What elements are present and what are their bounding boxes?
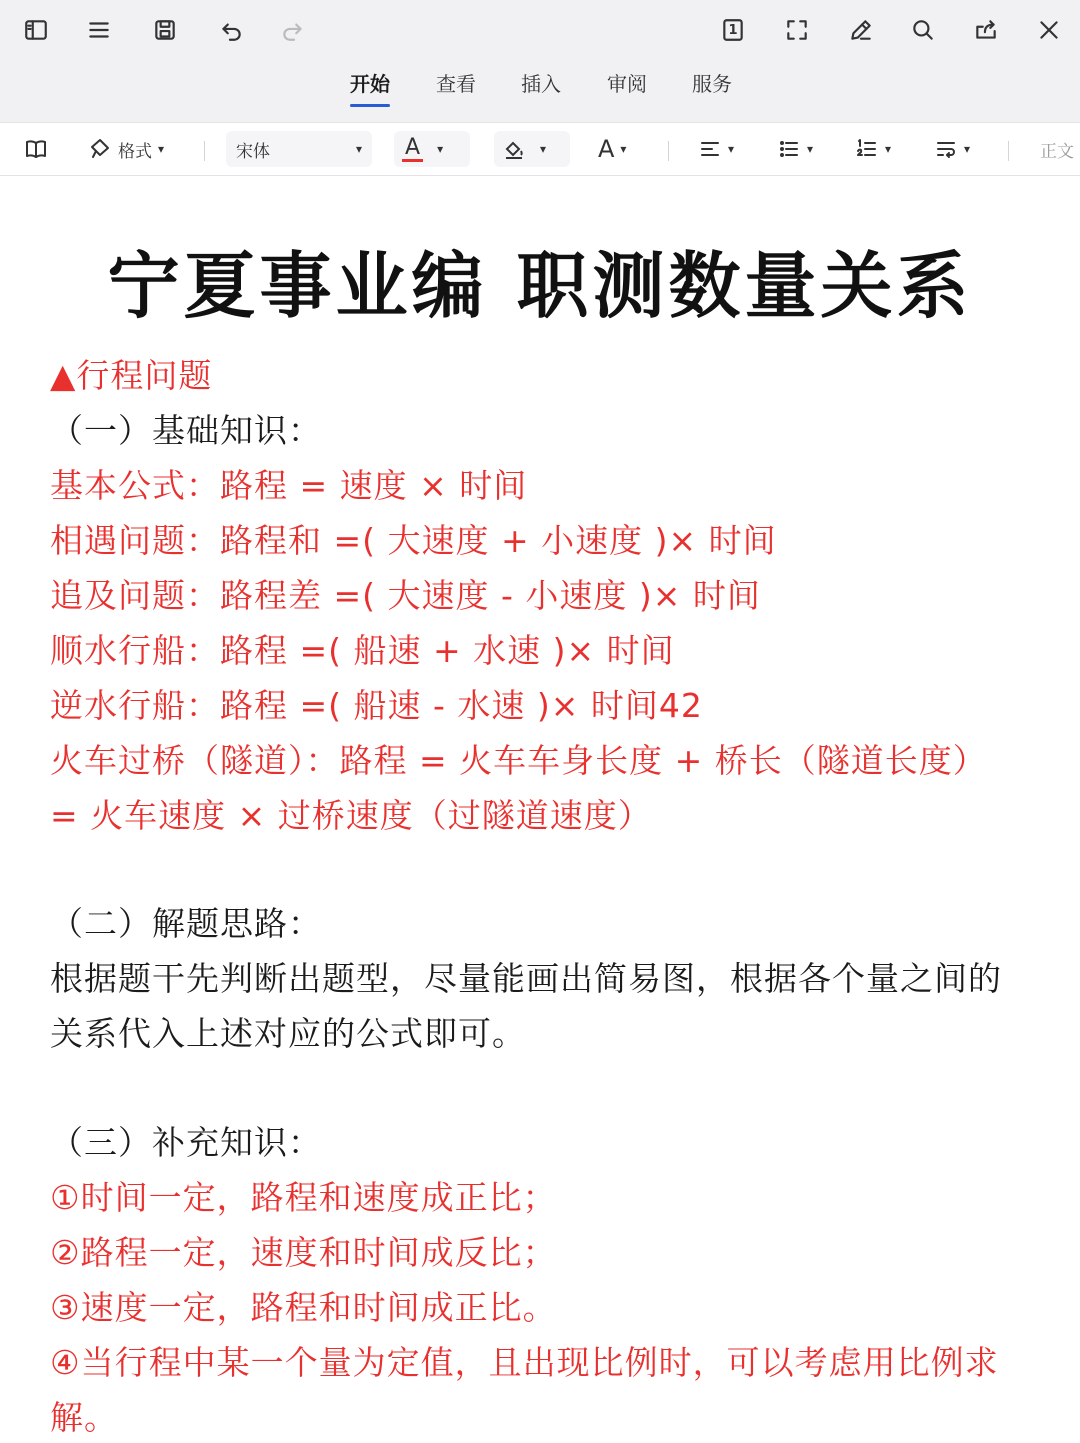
divider xyxy=(1008,141,1009,161)
tab-services[interactable]: 服务 xyxy=(692,72,732,96)
part2-text-line: 根据题干先判断出题型，尽量能画出简易图，根据各个量之间的 xyxy=(50,959,1002,998)
section-heading: ▲行程问题 xyxy=(50,356,213,395)
bullet-list-button[interactable] xyxy=(777,131,813,167)
formula-line: 顺水行船：路程 =( 船速 + 水速 )× 时间 xyxy=(50,631,675,670)
app-toolbar-area xyxy=(0,0,1080,176)
chevron-down-icon: ▾ xyxy=(540,142,547,156)
chevron-down-icon: ▾ xyxy=(807,142,814,156)
style-select[interactable] xyxy=(1040,131,1074,167)
undo-icon[interactable] xyxy=(211,10,251,50)
highlight-color-button[interactable] xyxy=(494,131,570,167)
part3-item: 解。 xyxy=(50,1398,118,1437)
book-icon[interactable] xyxy=(24,131,48,167)
page-number-icon[interactable] xyxy=(713,10,753,50)
part3-heading: （三）补充知识： xyxy=(50,1123,322,1162)
part3-item: ②路程一定，速度和时间成反比； xyxy=(50,1233,557,1272)
font-color-glyph: A xyxy=(402,137,423,162)
chevron-down-icon: ▾ xyxy=(158,142,165,156)
style-label: 正文 xyxy=(1040,141,1074,162)
font-size-button[interactable] xyxy=(598,131,626,167)
format-brush-icon xyxy=(88,137,112,161)
part2-heading: （二）解题思路： xyxy=(50,904,322,943)
part1-heading: （一）基础知识： xyxy=(50,411,322,450)
divider xyxy=(668,141,669,161)
pen-icon[interactable] xyxy=(841,10,881,50)
format-label: 格式 xyxy=(118,141,152,162)
font-name-value: 宋体 xyxy=(236,141,270,162)
chevron-down-icon: ▾ xyxy=(620,142,627,156)
tab-insert[interactable]: 插入 xyxy=(521,72,561,96)
save-icon[interactable] xyxy=(145,10,185,50)
tab-view[interactable]: 查看 xyxy=(436,72,476,96)
format-painter-button[interactable] xyxy=(88,131,164,167)
align-button[interactable] xyxy=(698,131,734,167)
top-icon-row xyxy=(0,10,1080,50)
tab-start[interactable]: 开始 xyxy=(350,68,390,97)
chevron-down-icon: ▾ xyxy=(728,142,735,156)
chevron-down-icon: ▾ xyxy=(885,142,892,156)
formula-line: 逆水行船：路程 =( 船速 - 水速 )× 时间42 xyxy=(50,686,703,725)
tab-review[interactable]: 审阅 xyxy=(607,72,647,96)
format-toolbar xyxy=(0,122,1080,175)
part3-item: ①时间一定，路程和速度成正比； xyxy=(50,1178,557,1217)
line-spacing-icon xyxy=(934,137,958,161)
part3-item: ③速度一定，路程和时间成正比。 xyxy=(50,1288,557,1327)
formula-line: 火车过桥（隧道）：路程 = 火车车身长度 + 桥长（隧道长度） xyxy=(50,741,987,780)
formula-line: 基本公式：路程 = 速度 × 时间 xyxy=(50,466,528,505)
share-icon[interactable] xyxy=(966,10,1006,50)
divider xyxy=(204,141,205,161)
sidebar-icon[interactable] xyxy=(16,10,56,50)
chevron-down-icon: ▾ xyxy=(355,142,362,156)
align-icon xyxy=(698,137,722,161)
part3-item: ④当行程中某一个量为定值，且出现比例时，可以考虑用比例求 xyxy=(50,1343,999,1382)
formula-line: 相遇问题：路程和 =( 大速度 + 小速度 )× 时间 xyxy=(50,521,777,560)
numbered-list-button[interactable] xyxy=(855,131,891,167)
line-spacing-button[interactable] xyxy=(934,131,970,167)
fill-bucket-icon xyxy=(502,137,526,161)
formula-line: = 火车速度 × 过桥速度（过隧道速度） xyxy=(50,796,652,835)
part2-text-line: 关系代入上述对应的公式即可。 xyxy=(50,1014,526,1053)
document-title: 宁夏事业编 职测数量关系 xyxy=(107,244,973,328)
menu-icon[interactable] xyxy=(79,10,119,50)
font-color-button[interactable] xyxy=(394,131,470,167)
redo-icon[interactable] xyxy=(273,10,313,50)
document-page xyxy=(0,176,1080,1443)
chevron-down-icon: ▾ xyxy=(964,142,971,156)
numbered-list-icon xyxy=(855,137,879,161)
chevron-down-icon: ▾ xyxy=(437,142,444,156)
bullet-list-icon xyxy=(777,137,801,161)
fullscreen-icon[interactable] xyxy=(777,10,817,50)
ribbon-tabs xyxy=(0,68,1080,108)
page-number: 1 xyxy=(728,22,738,38)
formula-line: 追及问题：路程差 =( 大速度 - 小速度 )× 时间 xyxy=(50,576,761,615)
search-icon[interactable] xyxy=(903,10,943,50)
close-icon[interactable] xyxy=(1029,10,1069,50)
font-family-select[interactable] xyxy=(226,131,372,167)
font-size-glyph: A xyxy=(598,135,615,163)
